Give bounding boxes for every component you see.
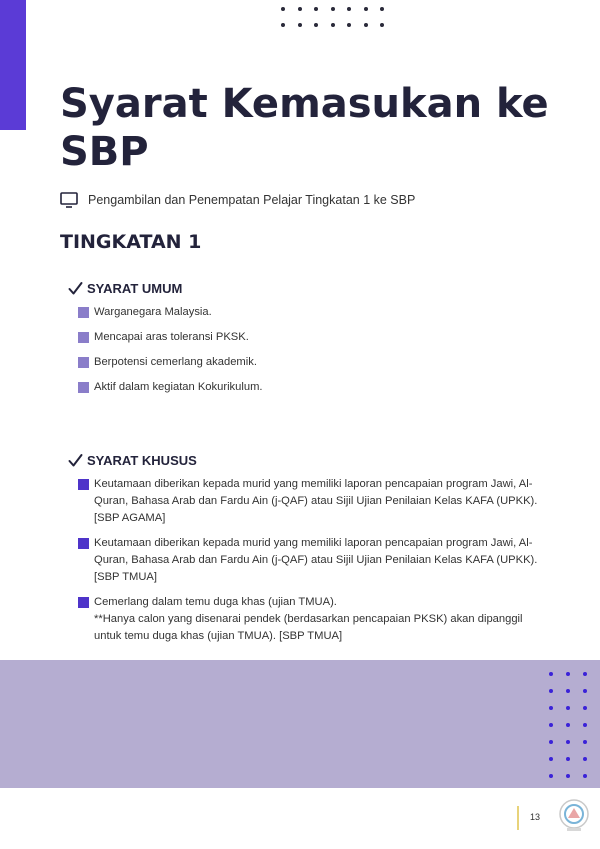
decorative-dot [314,23,318,27]
general-heading-text: SYARAT UMUM [87,281,183,296]
decorative-dot [298,7,302,11]
decorative-dot [298,23,302,27]
list-item-text: Berpotensi cemerlang akademik. [94,356,257,368]
decorative-dot [583,706,587,710]
square-bullet-icon [78,307,89,318]
decorative-dot [583,723,587,727]
square-bullet-icon [78,538,89,549]
decorative-dots-side [549,672,599,784]
decorative-dot [281,7,285,11]
special-requirements-heading [68,453,197,468]
decorative-dot [314,7,318,11]
list-item [78,476,548,527]
special-heading-text: SYARAT KHUSUS [87,453,197,468]
special-requirements-list [78,476,548,653]
subtitle-text: Pengambilan dan Penempatan Pelajar Tingkatan 1 ke SBP [88,193,416,207]
decorative-dot [549,757,553,761]
accent-bar [0,0,26,130]
list-item-note: **Hanya calon yang disenarai pendek (berdasarkan pencapaian PKSK) akan dipanggil untuk temu duga khas (ujian TMUA). [SBP TMUA] [94,613,523,642]
list-item [78,354,548,371]
list-item-text: Warganegara Malaysia. [94,306,212,318]
decorative-dot [583,740,587,744]
school-logo [558,798,590,834]
page-number: 13 [530,812,541,822]
decorative-dot [549,774,553,778]
list-item [78,329,548,346]
check-icon [68,281,83,296]
general-requirements-heading [68,281,182,296]
decorative-dot [566,757,570,761]
decorative-dot [566,706,570,710]
page-title: Syarat Kemasukan ke SBP [60,81,549,175]
decorative-dots-top [281,7,393,31]
decorative-dot [281,23,285,27]
monitor-icon [60,192,78,208]
square-bullet-icon [78,597,89,608]
decorative-dot [566,774,570,778]
decorative-dot [583,757,587,761]
general-requirements-list [78,304,548,404]
list-item-text: Keutamaan diberikan kepada murid yang memiliki laporan pencapaian program Jawi, Al-Quran, Bahasa Arab dan Fardu Ain (j-QAF) atau Sijil Ujian Penilaian Kelas KAFA (UPKK). [SBP TMUA] [94,537,538,583]
list-item-text: Aktif dalam kegiatan Kokurikulum. [94,381,263,393]
decorative-dot [566,689,570,693]
square-bullet-icon [78,479,89,490]
decorative-dot [583,689,587,693]
list-item [78,379,548,396]
decorative-dot [549,689,553,693]
page-number-divider [517,806,519,830]
decorative-dot [549,723,553,727]
decorative-dot [566,672,570,676]
decorative-dot [364,23,368,27]
list-item [78,594,548,645]
list-item-text: Mencapai aras toleransi PKSK. [94,331,249,343]
decorative-dot [347,23,351,27]
decorative-dot [549,740,553,744]
list-item-text: Cemerlang dalam temu duga khas (ujian TMUA). [94,596,337,608]
decorative-dot [583,672,587,676]
subtitle [60,192,415,208]
decorative-dot [566,723,570,727]
decorative-dot [331,23,335,27]
square-bullet-icon [78,332,89,343]
list-item [78,304,548,321]
square-bullet-icon [78,357,89,368]
decorative-dot [380,7,384,11]
decorative-dot [549,706,553,710]
decorative-dot [583,774,587,778]
list-item-text: Keutamaan diberikan kepada murid yang memiliki laporan pencapaian program Jawi, Al-Quran, Bahasa Arab dan Fardu Ain (j-QAF) atau Sijil Ujian Penilaian Kelas KAFA (UPKK). [SBP AGAMA] [94,478,538,524]
check-icon [68,453,83,468]
decorative-dot [364,7,368,11]
decorative-dot [380,23,384,27]
decorative-dot [347,7,351,11]
decorative-dot [566,740,570,744]
list-item [78,535,548,586]
square-bullet-icon [78,382,89,393]
decorative-dot [549,672,553,676]
decorative-band [0,660,600,788]
section-heading: TINGKATAN 1 [60,231,202,253]
decorative-dot [331,7,335,11]
